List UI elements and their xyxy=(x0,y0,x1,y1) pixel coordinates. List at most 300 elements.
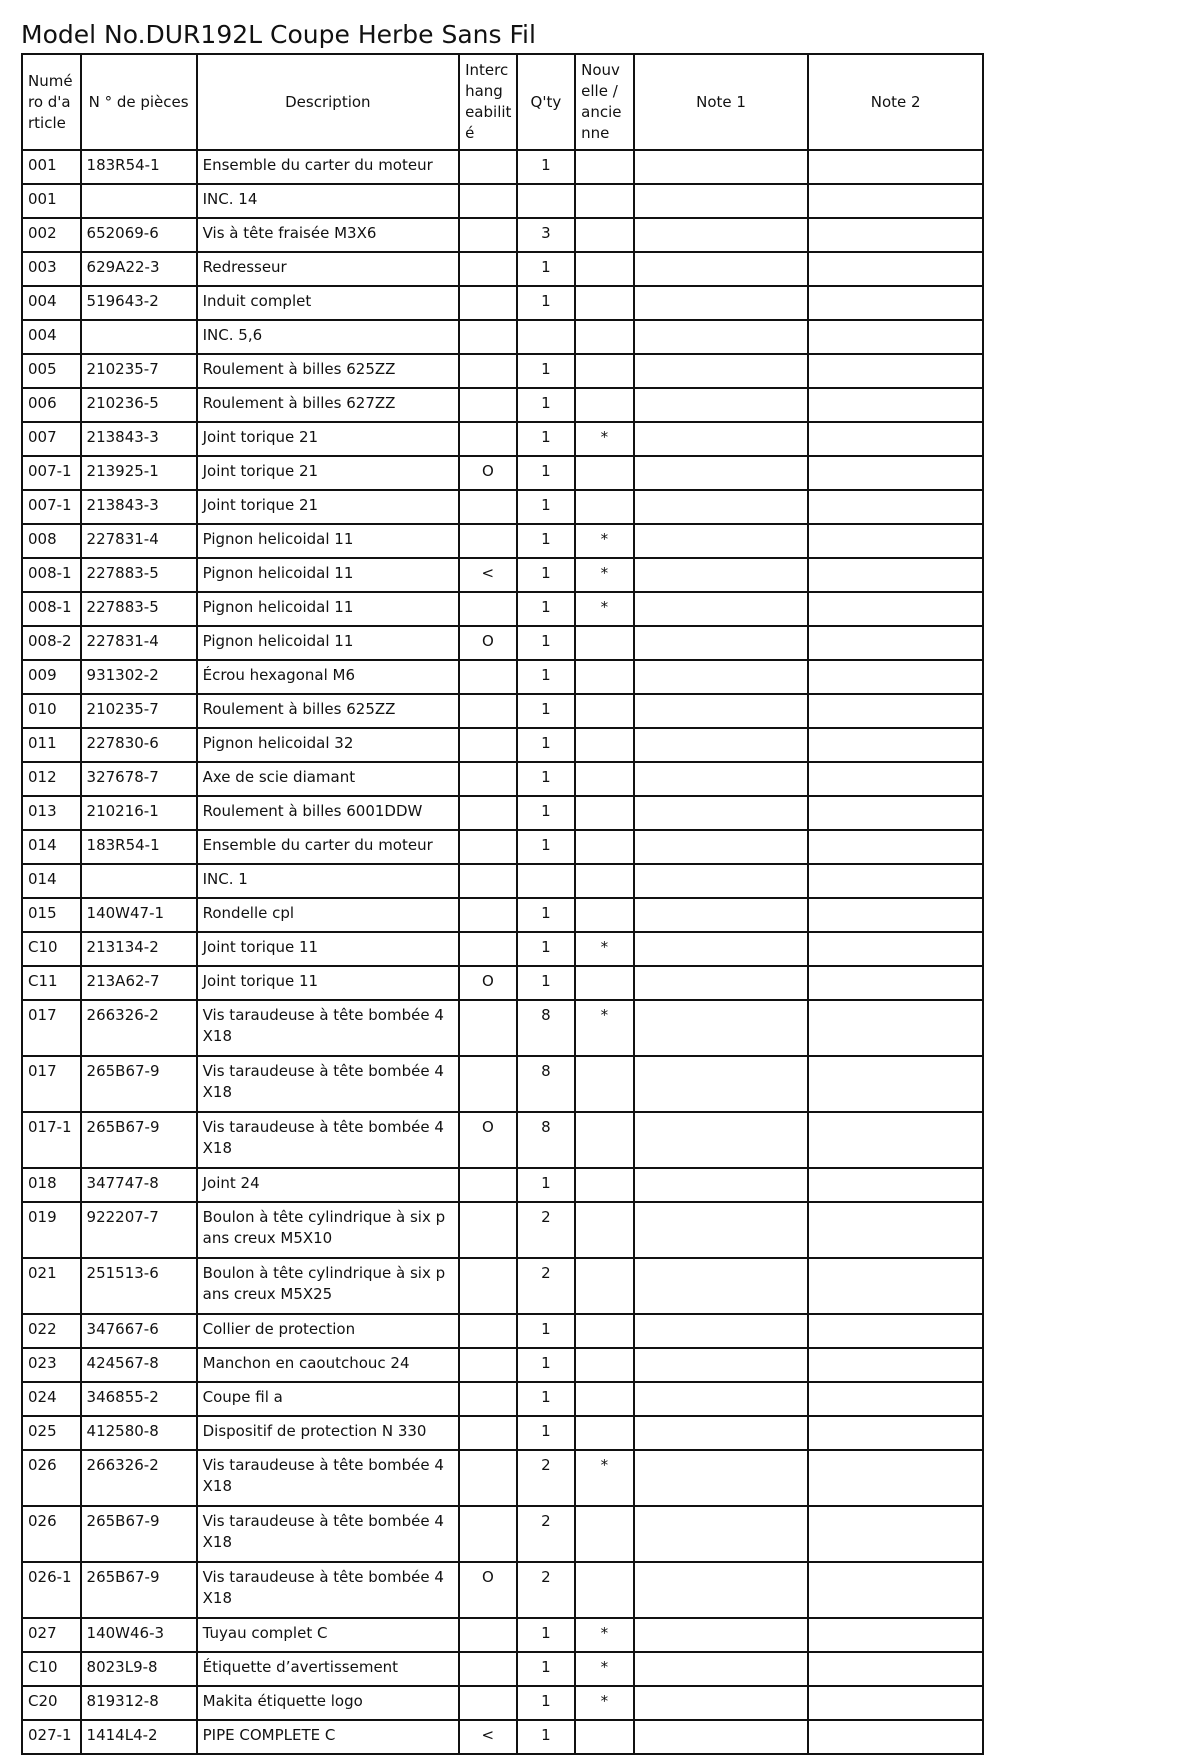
table-row xyxy=(22,728,983,762)
note-1-cell xyxy=(634,218,809,252)
table-row xyxy=(22,830,983,864)
new-old-cell xyxy=(575,1258,634,1314)
quantity-cell: 1 xyxy=(517,490,576,524)
note-1-cell xyxy=(634,456,809,490)
quantity-cell: 1 xyxy=(517,388,576,422)
part-number-cell: 266326-2 xyxy=(81,1450,197,1506)
note-2-cell xyxy=(808,1562,983,1618)
article-number-cell: 007-1 xyxy=(22,490,81,524)
quantity-cell xyxy=(517,184,576,218)
article-number-cell: C10 xyxy=(22,932,81,966)
part-number-cell: 183R54-1 xyxy=(81,830,197,864)
table-row xyxy=(22,320,983,354)
new-old-cell xyxy=(575,218,634,252)
new-old-cell xyxy=(575,966,634,1000)
description-cell: Ensemble du carter du moteur xyxy=(197,150,459,184)
table-row xyxy=(22,1562,983,1618)
note-1-cell xyxy=(634,626,809,660)
note-1-cell xyxy=(634,830,809,864)
note-1-cell xyxy=(634,694,809,728)
description-cell: Tuyau complet C xyxy=(197,1618,459,1652)
description-cell: Boulon à tête cylindrique à six pans creux M5X10 xyxy=(197,1202,459,1258)
article-number-cell: 023 xyxy=(22,1348,81,1382)
table-row xyxy=(22,1652,983,1686)
description-cell: Vis taraudeuse à tête bombée 4X18 xyxy=(197,1506,459,1562)
part-number-cell: 183R54-1 xyxy=(81,150,197,184)
new-old-cell xyxy=(575,1348,634,1382)
article-number-cell: 015 xyxy=(22,898,81,932)
note-2-cell xyxy=(808,1618,983,1652)
quantity-cell: 8 xyxy=(517,1000,576,1056)
part-number-cell: 140W46-3 xyxy=(81,1618,197,1652)
article-number-cell: 002 xyxy=(22,218,81,252)
quantity-cell: 1 xyxy=(517,1348,576,1382)
part-number-cell: 652069-6 xyxy=(81,218,197,252)
part-number-cell: 251513-6 xyxy=(81,1258,197,1314)
interchangeability-cell xyxy=(459,932,517,966)
note-1-cell xyxy=(634,1416,809,1450)
quantity-cell: 1 xyxy=(517,524,576,558)
part-number-cell: 265B67-9 xyxy=(81,1112,197,1168)
table-row xyxy=(22,490,983,524)
new-old-cell xyxy=(575,1314,634,1348)
part-number-cell: 227831-4 xyxy=(81,524,197,558)
description-cell: Joint torique 11 xyxy=(197,966,459,1000)
note-1-cell xyxy=(634,286,809,320)
article-number-cell: C20 xyxy=(22,1686,81,1720)
part-number-cell: 819312-8 xyxy=(81,1686,197,1720)
article-number-cell: 014 xyxy=(22,864,81,898)
description-cell: Joint torique 21 xyxy=(197,490,459,524)
interchangeability-cell xyxy=(459,354,517,388)
interchangeability-cell xyxy=(459,1314,517,1348)
note-1-cell xyxy=(634,1618,809,1652)
description-cell: Coupe fil a xyxy=(197,1382,459,1416)
new-old-cell xyxy=(575,456,634,490)
part-number-cell: 213A62-7 xyxy=(81,966,197,1000)
interchangeability-cell xyxy=(459,1618,517,1652)
quantity-cell: 1 xyxy=(517,898,576,932)
new-old-cell xyxy=(575,728,634,762)
article-number-cell: 007 xyxy=(22,422,81,456)
note-1-cell xyxy=(634,1202,809,1258)
column-header-part-number: N ° de pièces xyxy=(81,54,197,150)
parts-table-body xyxy=(22,150,983,1754)
article-number-cell: 001 xyxy=(22,184,81,218)
quantity-cell: 1 xyxy=(517,252,576,286)
new-old-cell xyxy=(575,660,634,694)
description-cell: Roulement à billes 625ZZ xyxy=(197,354,459,388)
note-2-cell xyxy=(808,1450,983,1506)
description-cell: INC. 14 xyxy=(197,184,459,218)
note-2-cell xyxy=(808,1056,983,1112)
quantity-cell: 1 xyxy=(517,558,576,592)
new-old-cell xyxy=(575,286,634,320)
description-cell: Pignon helicoidal 11 xyxy=(197,524,459,558)
table-row xyxy=(22,218,983,252)
quantity-cell: 1 xyxy=(517,1686,576,1720)
table-row xyxy=(22,286,983,320)
part-number-cell: 265B67-9 xyxy=(81,1056,197,1112)
table-row xyxy=(22,864,983,898)
note-2-cell xyxy=(808,252,983,286)
note-2-cell xyxy=(808,524,983,558)
article-number-cell: 001 xyxy=(22,150,81,184)
part-number-cell: 210216-1 xyxy=(81,796,197,830)
interchangeability-cell xyxy=(459,1000,517,1056)
note-2-cell xyxy=(808,286,983,320)
new-old-cell: * xyxy=(575,1618,634,1652)
interchangeability-cell: O xyxy=(459,456,517,490)
new-old-cell xyxy=(575,1202,634,1258)
description-cell: Dispositif de protection N 330 xyxy=(197,1416,459,1450)
article-number-cell: 008-2 xyxy=(22,626,81,660)
interchangeability-cell xyxy=(459,898,517,932)
note-2-cell xyxy=(808,694,983,728)
note-1-cell xyxy=(634,592,809,626)
part-number-cell xyxy=(81,184,197,218)
quantity-cell xyxy=(517,320,576,354)
quantity-cell: 1 xyxy=(517,796,576,830)
note-2-cell xyxy=(808,728,983,762)
description-cell: Rondelle cpl xyxy=(197,898,459,932)
part-number-cell: 922207-7 xyxy=(81,1202,197,1258)
note-1-cell xyxy=(634,558,809,592)
note-1-cell xyxy=(634,1112,809,1168)
note-2-cell xyxy=(808,1382,983,1416)
description-cell: Ensemble du carter du moteur xyxy=(197,830,459,864)
table-row xyxy=(22,966,983,1000)
table-row xyxy=(22,1348,983,1382)
note-2-cell xyxy=(808,932,983,966)
note-1-cell xyxy=(634,1056,809,1112)
part-number-cell: 519643-2 xyxy=(81,286,197,320)
article-number-cell: 026 xyxy=(22,1450,81,1506)
note-2-cell xyxy=(808,898,983,932)
part-number-cell: 347747-8 xyxy=(81,1168,197,1202)
part-number-cell: 266326-2 xyxy=(81,1000,197,1056)
interchangeability-cell xyxy=(459,218,517,252)
interchangeability-cell xyxy=(459,660,517,694)
note-2-cell xyxy=(808,1416,983,1450)
new-old-cell xyxy=(575,1112,634,1168)
interchangeability-cell xyxy=(459,422,517,456)
note-1-cell xyxy=(634,1720,809,1754)
quantity-cell: 1 xyxy=(517,1168,576,1202)
part-number-cell: 227883-5 xyxy=(81,592,197,626)
description-cell: Vis taraudeuse à tête bombée 4X18 xyxy=(197,1562,459,1618)
note-1-cell xyxy=(634,932,809,966)
description-cell: Pignon helicoidal 11 xyxy=(197,626,459,660)
part-number-cell: 412580-8 xyxy=(81,1416,197,1450)
article-number-cell: 008-1 xyxy=(22,592,81,626)
description-cell: Boulon à tête cylindrique à six pans creux M5X25 xyxy=(197,1258,459,1314)
part-number-cell: 213843-3 xyxy=(81,490,197,524)
description-cell: Roulement à billes 625ZZ xyxy=(197,694,459,728)
description-cell: Induit complet xyxy=(197,286,459,320)
quantity-cell: 2 xyxy=(517,1450,576,1506)
part-number-cell xyxy=(81,320,197,354)
note-1-cell xyxy=(634,320,809,354)
quantity-cell: 1 xyxy=(517,694,576,728)
note-2-cell xyxy=(808,490,983,524)
quantity-cell: 1 xyxy=(517,592,576,626)
interchangeability-cell xyxy=(459,388,517,422)
interchangeability-cell: < xyxy=(459,558,517,592)
table-row xyxy=(22,660,983,694)
note-1-cell xyxy=(634,966,809,1000)
new-old-cell: * xyxy=(575,422,634,456)
column-header-new-old: Nouv elle / ancie nne xyxy=(575,54,634,150)
interchangeability-cell xyxy=(459,1450,517,1506)
table-row xyxy=(22,1056,983,1112)
table-row xyxy=(22,252,983,286)
new-old-cell xyxy=(575,1168,634,1202)
table-row xyxy=(22,796,983,830)
table-header-row xyxy=(22,54,983,150)
part-number-cell: 327678-7 xyxy=(81,762,197,796)
article-number-cell: 019 xyxy=(22,1202,81,1258)
table-row xyxy=(22,1168,983,1202)
interchangeability-cell xyxy=(459,1202,517,1258)
table-row xyxy=(22,626,983,660)
new-old-cell xyxy=(575,694,634,728)
quantity-cell: 1 xyxy=(517,456,576,490)
new-old-cell xyxy=(575,252,634,286)
table-row xyxy=(22,1112,983,1168)
interchangeability-cell xyxy=(459,490,517,524)
table-row xyxy=(22,1202,983,1258)
description-cell: Makita étiquette logo xyxy=(197,1686,459,1720)
part-number-cell: 227830-6 xyxy=(81,728,197,762)
new-old-cell xyxy=(575,150,634,184)
part-number-cell: 346855-2 xyxy=(81,1382,197,1416)
quantity-cell: 1 xyxy=(517,762,576,796)
article-number-cell: 009 xyxy=(22,660,81,694)
note-1-cell xyxy=(634,898,809,932)
note-2-cell xyxy=(808,1506,983,1562)
new-old-cell xyxy=(575,1720,634,1754)
table-row xyxy=(22,456,983,490)
description-cell: Axe de scie diamant xyxy=(197,762,459,796)
note-2-cell xyxy=(808,966,983,1000)
new-old-cell xyxy=(575,1416,634,1450)
description-cell: Joint torique 21 xyxy=(197,456,459,490)
table-row xyxy=(22,1450,983,1506)
note-2-cell xyxy=(808,830,983,864)
table-row xyxy=(22,1686,983,1720)
article-number-cell: 022 xyxy=(22,1314,81,1348)
part-number-cell: 424567-8 xyxy=(81,1348,197,1382)
description-cell: Vis taraudeuse à tête bombée 4X18 xyxy=(197,1056,459,1112)
interchangeability-cell xyxy=(459,796,517,830)
table-row xyxy=(22,592,983,626)
page-title: Model No.DUR192L Coupe Herbe Sans Fil xyxy=(21,20,536,49)
interchangeability-cell: O xyxy=(459,966,517,1000)
article-number-cell: C10 xyxy=(22,1652,81,1686)
note-1-cell xyxy=(634,762,809,796)
note-1-cell xyxy=(634,660,809,694)
note-2-cell xyxy=(808,150,983,184)
note-2-cell xyxy=(808,1168,983,1202)
part-number-cell: 213134-2 xyxy=(81,932,197,966)
description-cell: Joint torique 21 xyxy=(197,422,459,456)
article-number-cell: 026 xyxy=(22,1506,81,1562)
quantity-cell: 1 xyxy=(517,932,576,966)
note-1-cell xyxy=(634,354,809,388)
quantity-cell: 3 xyxy=(517,218,576,252)
note-2-cell xyxy=(808,1258,983,1314)
note-1-cell xyxy=(634,252,809,286)
note-1-cell xyxy=(634,1258,809,1314)
description-cell: Étiquette d’avertissement xyxy=(197,1652,459,1686)
new-old-cell: * xyxy=(575,1450,634,1506)
table-row xyxy=(22,1618,983,1652)
quantity-cell: 1 xyxy=(517,150,576,184)
column-header-article-number: Numé ro d'a rticle xyxy=(22,54,81,150)
part-number-cell: 8023L9-8 xyxy=(81,1652,197,1686)
note-1-cell xyxy=(634,1314,809,1348)
interchangeability-cell xyxy=(459,524,517,558)
interchangeability-cell xyxy=(459,1168,517,1202)
note-2-cell xyxy=(808,388,983,422)
note-1-cell xyxy=(634,1562,809,1618)
description-cell: Vis taraudeuse à tête bombée 4X18 xyxy=(197,1450,459,1506)
column-header-quantity: Q'ty xyxy=(517,54,576,150)
article-number-cell: 008 xyxy=(22,524,81,558)
table-row xyxy=(22,932,983,966)
note-2-cell xyxy=(808,354,983,388)
note-2-cell xyxy=(808,626,983,660)
new-old-cell xyxy=(575,1382,634,1416)
note-2-cell xyxy=(808,1202,983,1258)
interchangeability-cell xyxy=(459,286,517,320)
quantity-cell: 1 xyxy=(517,1618,576,1652)
article-number-cell: 006 xyxy=(22,388,81,422)
part-number-cell: 1414L4-2 xyxy=(81,1720,197,1754)
description-cell: Pignon helicoidal 32 xyxy=(197,728,459,762)
note-1-cell xyxy=(634,1000,809,1056)
part-number-cell: 931302-2 xyxy=(81,660,197,694)
note-1-cell xyxy=(634,1506,809,1562)
note-1-cell xyxy=(634,422,809,456)
note-2-cell xyxy=(808,796,983,830)
new-old-cell xyxy=(575,796,634,830)
description-cell: Vis taraudeuse à tête bombée 4X18 xyxy=(197,1000,459,1056)
new-old-cell: * xyxy=(575,932,634,966)
quantity-cell: 1 xyxy=(517,626,576,660)
quantity-cell: 1 xyxy=(517,728,576,762)
note-2-cell xyxy=(808,218,983,252)
note-1-cell xyxy=(634,1168,809,1202)
new-old-cell xyxy=(575,354,634,388)
article-number-cell: 018 xyxy=(22,1168,81,1202)
new-old-cell xyxy=(575,898,634,932)
interchangeability-cell xyxy=(459,864,517,898)
table-row xyxy=(22,558,983,592)
interchangeability-cell xyxy=(459,252,517,286)
interchangeability-cell xyxy=(459,592,517,626)
quantity-cell: 1 xyxy=(517,354,576,388)
part-number-cell: 265B67-9 xyxy=(81,1506,197,1562)
note-2-cell xyxy=(808,558,983,592)
article-number-cell: 027 xyxy=(22,1618,81,1652)
quantity-cell: 1 xyxy=(517,830,576,864)
quantity-cell: 2 xyxy=(517,1202,576,1258)
note-2-cell xyxy=(808,592,983,626)
interchangeability-cell xyxy=(459,830,517,864)
new-old-cell xyxy=(575,490,634,524)
new-old-cell: * xyxy=(575,1686,634,1720)
table-row xyxy=(22,1720,983,1754)
interchangeability-cell xyxy=(459,1348,517,1382)
quantity-cell: 1 xyxy=(517,966,576,1000)
description-cell: Pignon helicoidal 11 xyxy=(197,558,459,592)
description-cell: INC. 5,6 xyxy=(197,320,459,354)
note-1-cell xyxy=(634,150,809,184)
note-2-cell xyxy=(808,456,983,490)
table-row xyxy=(22,1314,983,1348)
part-number-cell: 213925-1 xyxy=(81,456,197,490)
note-2-cell xyxy=(808,1112,983,1168)
article-number-cell: 011 xyxy=(22,728,81,762)
note-2-cell xyxy=(808,1686,983,1720)
new-old-cell: * xyxy=(575,524,634,558)
article-number-cell: 027-1 xyxy=(22,1720,81,1754)
note-1-cell xyxy=(634,524,809,558)
part-number-cell: 210235-7 xyxy=(81,354,197,388)
interchangeability-cell xyxy=(459,150,517,184)
quantity-cell: 8 xyxy=(517,1112,576,1168)
table-row xyxy=(22,422,983,456)
description-cell: Roulement à billes 627ZZ xyxy=(197,388,459,422)
new-old-cell xyxy=(575,184,634,218)
column-header-note-2: Note 2 xyxy=(808,54,983,150)
part-number-cell: 227831-4 xyxy=(81,626,197,660)
article-number-cell: 026-1 xyxy=(22,1562,81,1618)
table-row xyxy=(22,184,983,218)
part-number-cell xyxy=(81,864,197,898)
quantity-cell: 1 xyxy=(517,660,576,694)
interchangeability-cell xyxy=(459,1686,517,1720)
note-2-cell xyxy=(808,762,983,796)
new-old-cell xyxy=(575,864,634,898)
part-number-cell: 347667-6 xyxy=(81,1314,197,1348)
interchangeability-cell xyxy=(459,694,517,728)
article-number-cell: 005 xyxy=(22,354,81,388)
note-1-cell xyxy=(634,864,809,898)
article-number-cell: 012 xyxy=(22,762,81,796)
quantity-cell: 1 xyxy=(517,1416,576,1450)
table-row xyxy=(22,762,983,796)
new-old-cell xyxy=(575,1562,634,1618)
part-number-cell: 140W47-1 xyxy=(81,898,197,932)
description-cell: Redresseur xyxy=(197,252,459,286)
part-number-cell: 213843-3 xyxy=(81,422,197,456)
note-1-cell xyxy=(634,796,809,830)
article-number-cell: 010 xyxy=(22,694,81,728)
article-number-cell: 003 xyxy=(22,252,81,286)
interchangeability-cell: O xyxy=(459,1562,517,1618)
interchangeability-cell xyxy=(459,184,517,218)
note-2-cell xyxy=(808,1720,983,1754)
description-cell: Joint torique 11 xyxy=(197,932,459,966)
note-1-cell xyxy=(634,388,809,422)
article-number-cell: 014 xyxy=(22,830,81,864)
table-row xyxy=(22,150,983,184)
description-cell: Pignon helicoidal 11 xyxy=(197,592,459,626)
table-row xyxy=(22,1506,983,1562)
